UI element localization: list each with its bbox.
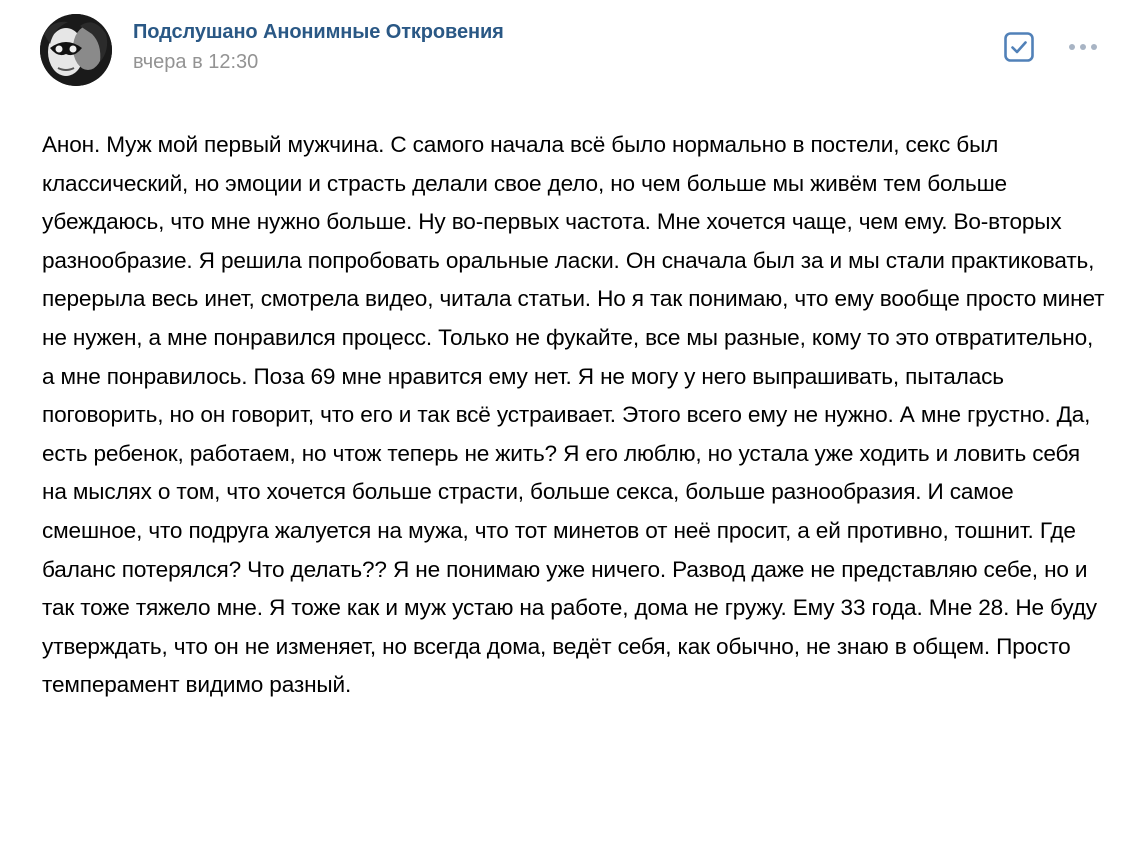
- avatar[interactable]: [40, 14, 112, 86]
- more-dots-icon: [1066, 36, 1100, 58]
- post-date[interactable]: вчера в 12:30: [133, 51, 259, 73]
- post-text: Анон. Муж мой первый мужчина. С самого начала всё было нормально в постели, секс был классический, но эмоции и страсть делали свое дело, но чем больше мы живём тем больше убеждаюсь, что мне нужно больше. Ну во-первых частота. Мне хочется чаще, чем ему. Во-вторых разнообразие. Я решила попробовать оральные ласки. Он сначала был за и мы стали практиковать, перерыла весь инет, смотрела видео, читала статьи. Но я так понимаю, что ему вообще просто минет не нужен, а мне понравился процесс. Только не фукайте, все мы разные, кому то это отвратительно, а мне понравилось. Поза 69 мне нравится ему нет. Я не могу у него выпрашивать, пыталась поговорить, но он говорит, что его и так всё устраивает. Этого всего ему не нужно. А мне грустно. Да, есть ребенок, работаем, но чтож теперь не жить? Я его люблю, но устала уже ходить и ловить себя на мыслях о том, что хочется больше страсти, больше секса, больше разнообразия. И самое смешное, что подруга жалуется на мужа, что тот минетов от неё просит, а ей противно, тошнит. Где баланс потерялся? Что делать?? Я не понимаю уже ничего. Развод даже не представляю себе, но и так тоже тяжело мне. Я тоже как и муж устаю на работе, дома не гружу. Ему 33 года. Мне 28. Не буду утверждать, что он не изменяет, но всегда дома, ведёт себя, как обычно, не знаю в общем. Просто темперамент видимо разный.: [42, 132, 1105, 698]
- more-options-button[interactable]: [1066, 36, 1100, 58]
- checkbox-check-icon: [1004, 32, 1034, 62]
- check-button[interactable]: [1004, 32, 1034, 62]
- masked-faces-avatar-icon: [40, 14, 112, 86]
- author-name[interactable]: Подслушано Анонимные Откровения: [133, 21, 504, 43]
- author-block: [133, 20, 504, 74]
- post-header: [40, 14, 1104, 84]
